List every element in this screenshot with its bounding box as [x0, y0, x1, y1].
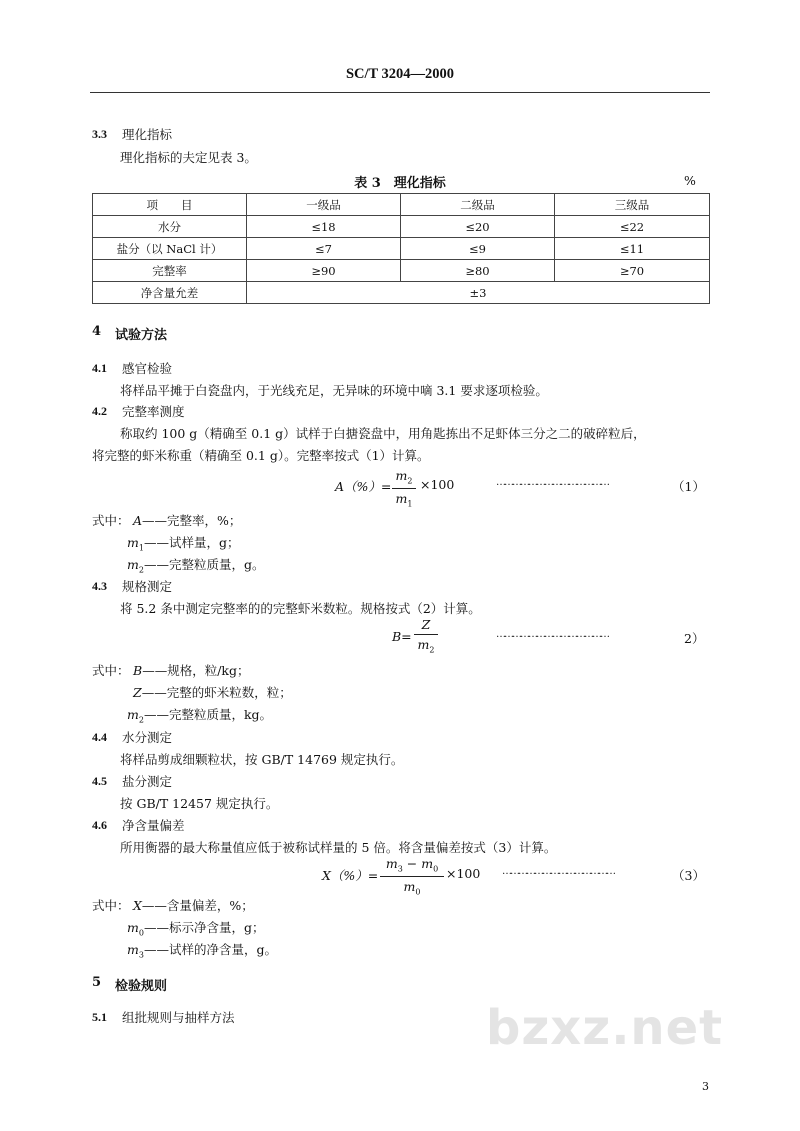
paragraph: 理化指标的夫定见表 3。 [120, 150, 257, 165]
formula-numerator: m [395, 468, 408, 483]
table-caption: 表 3 理化指标 [354, 176, 446, 191]
where-label: 式中： [92, 513, 130, 528]
section-number: 4.4 [92, 730, 107, 744]
table-header-cell: 二级品 [401, 194, 555, 216]
formula-denominator: m [417, 637, 430, 652]
formula-lhs: X（%）= [322, 868, 379, 883]
table-header-cell: 三级品 [555, 194, 710, 216]
formula-numerator: Z [421, 617, 431, 632]
variable-definition: A——完整率，%； [133, 513, 242, 528]
formula-subscript: 0 [415, 887, 421, 896]
section-number: 4.3 [92, 579, 107, 593]
formula-minus: − [402, 856, 422, 871]
paragraph: 所用衡器的最大称量值应低于被称试样量的 5 倍。将含量偏差按式（3）计算。 [120, 840, 557, 855]
formula-subscript: 2 [429, 645, 435, 655]
section-title: 感官检验 [122, 361, 173, 376]
watermark: bzxz.net [486, 1000, 724, 1056]
formula-leader-dots: …………………………………… [496, 629, 608, 640]
variable-definition: Z——完整的虾米粒数，粒； [133, 685, 292, 700]
table-row [93, 282, 710, 304]
section-number: 4 [92, 324, 102, 339]
variable-definition: $m_2——$完整粒质量，g。 [127, 557, 265, 575]
section-title: 理化指标 [122, 127, 173, 142]
section-number: 4.5 [92, 774, 107, 788]
table-cell: 盐分（以 NaCl 计） [93, 238, 247, 260]
table-row [93, 238, 710, 260]
formula-number: 2） [684, 631, 705, 646]
formula-subscript: 3 [397, 864, 403, 874]
physicochemical-table [92, 193, 710, 304]
section-title: 净含量偏差 [122, 818, 185, 833]
section-number: 4.6 [92, 818, 107, 832]
table-cell: 完整率 [93, 260, 247, 282]
formula-denominator: m [403, 878, 416, 894]
section-title: 试验方法 [115, 328, 168, 343]
formula-leader-dots: …………………………………… [502, 866, 614, 877]
section-title: 规格测定 [122, 579, 173, 594]
section-title: 检验规则 [115, 979, 168, 994]
section-number: 5.1 [92, 1010, 107, 1024]
variable-definition: X——含量偏差，%； [133, 898, 254, 913]
table-cell: ≥90 [247, 260, 401, 282]
page-number: 3 [702, 1080, 709, 1093]
header-rule [90, 92, 710, 93]
formula-denominator: m [395, 490, 408, 506]
document-header: SC/T 3204—2000 [345, 66, 455, 82]
formula-subscript: 1 [407, 499, 413, 508]
table-cell: ≤9 [401, 238, 555, 260]
table-cell-merged: ±3 [247, 282, 710, 304]
section-number: 4.1 [92, 361, 107, 375]
paragraph: 将样品剪成细颗粒状，按 GB/T 14769 规定执行。 [120, 752, 404, 767]
section-title: 完整率测度 [122, 404, 185, 419]
table-row [93, 216, 710, 238]
paragraph: 按 GB/T 12457 规定执行。 [120, 796, 279, 811]
formula-fraction [380, 856, 444, 896]
table-cell: ≤11 [555, 238, 710, 260]
where-label: 式中： [92, 663, 130, 678]
variable-definition: $m_1——$试样量，g； [127, 535, 240, 553]
section-number: 5 [92, 975, 102, 990]
formula-fraction [414, 617, 438, 655]
formula-number: （1） [672, 479, 705, 494]
paragraph: 将 5.2 条中测定完整率的的完整虾米数粒。规格按式（2）计算。 [120, 601, 481, 616]
formula-lhs: B= [392, 629, 412, 644]
variable-definition: $m_3——$试样的净含量，g。 [127, 942, 277, 960]
table-cell: ≤22 [555, 216, 710, 238]
variable-definition: B——规格，粒/kg； [133, 663, 250, 678]
formula-numerator: m [385, 856, 398, 871]
formula-fraction [392, 468, 416, 508]
where-label: 式中： [92, 898, 130, 913]
table-header-row [93, 194, 710, 216]
paragraph: 称取约 100 g（精确至 0.1 g）试样于白搪瓷盘中，用角匙拣出不足虾体三分之二的破碎粒后， [120, 426, 646, 441]
variable-definition: $m_2——$完整粒质量，kg。 [127, 707, 273, 725]
table-header-cell: 一级品 [247, 194, 401, 216]
table-cell: ≤20 [401, 216, 555, 238]
paragraph: 将完整的虾米称重（精确至 0.1 g）。完整率按式（1）计算。 [92, 448, 430, 463]
formula-number: （3） [672, 868, 705, 883]
section-title: 组批规则与抽样方法 [122, 1010, 235, 1025]
formula-leader-dots: …………………………………… [496, 477, 608, 488]
table-header-cell: 项 目 [93, 194, 247, 216]
formula-lhs: A（%）= [335, 479, 392, 494]
formula-rhs: ×100 [420, 477, 455, 492]
formula-subscript: 2 [407, 476, 413, 486]
paragraph: 将样品平摊于白瓷盘内，于光线充足，无异味的环境中嘀 3.1 要求逐项检验。 [120, 383, 548, 398]
variable-definition: $m_0——$标示净含量，g； [127, 920, 265, 938]
table-cell: ≤7 [247, 238, 401, 260]
formula-subscript: 0 [433, 864, 439, 874]
section-number: 4.2 [92, 404, 107, 418]
formula-rhs: ×100 [446, 866, 481, 881]
table-cell: ≥70 [555, 260, 710, 282]
section-number: 3.3 [92, 127, 107, 141]
table-cell: ≤18 [247, 216, 401, 238]
table-row [93, 260, 710, 282]
section-title: 水分测定 [122, 730, 173, 745]
table-unit: % [684, 173, 696, 188]
table-cell: 净含量允差 [93, 282, 247, 304]
formula-numerator: m [421, 856, 434, 871]
section-title: 盐分测定 [122, 774, 173, 789]
table-cell: ≥80 [401, 260, 555, 282]
table-cell: 水分 [93, 216, 247, 238]
